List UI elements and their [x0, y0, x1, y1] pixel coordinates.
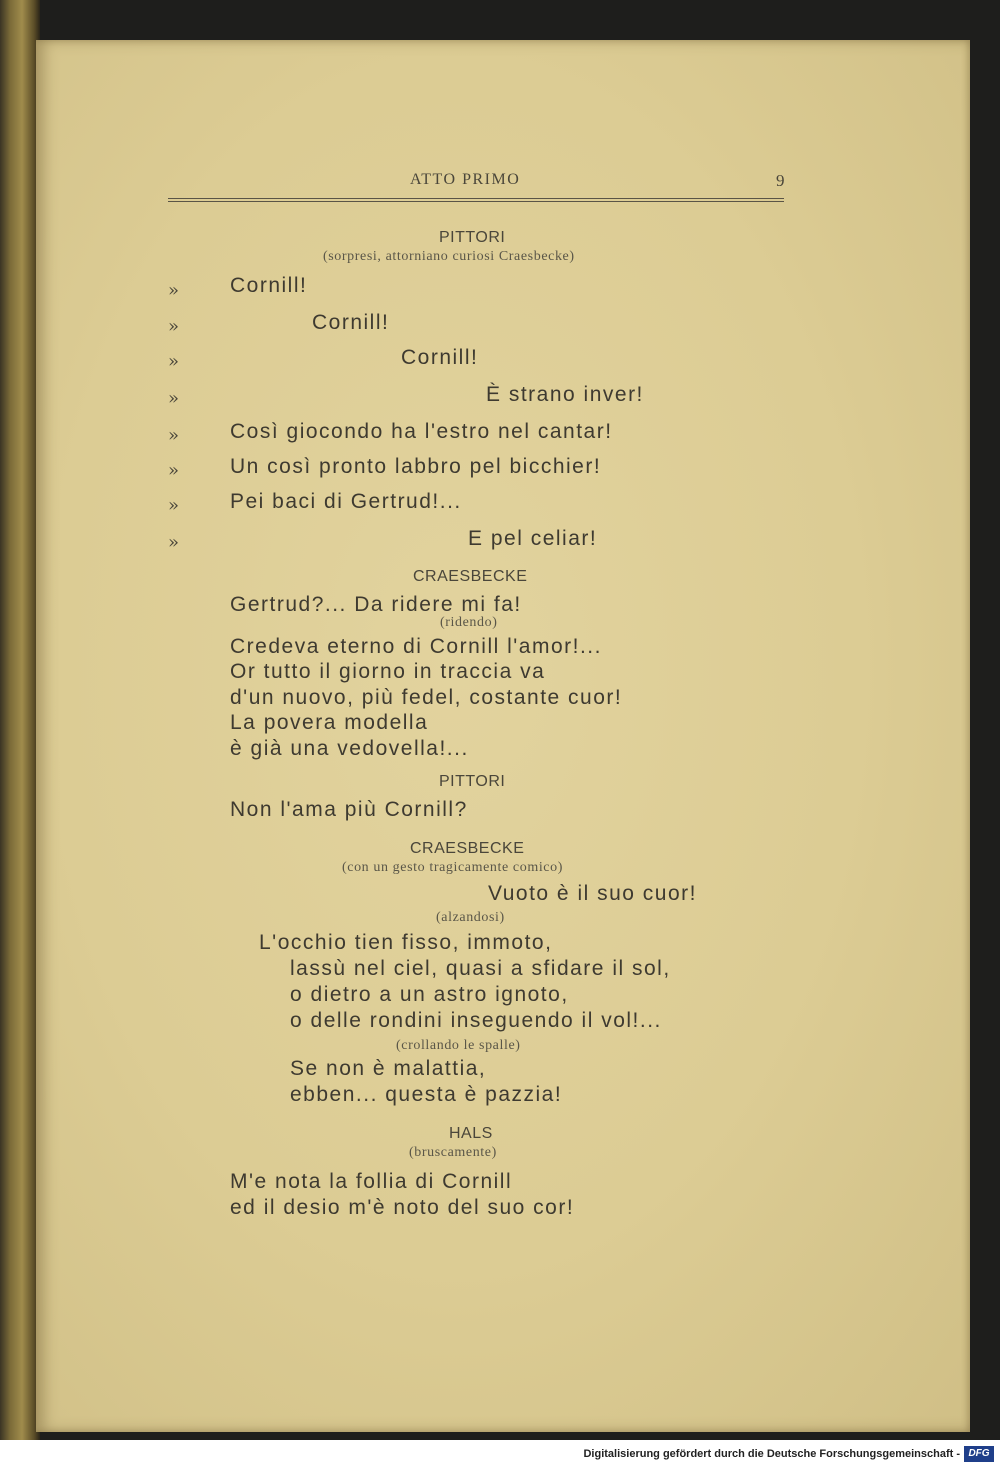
stage-direction: (alzandosi)	[436, 910, 505, 925]
verse-line: ed il desio m'è noto del suo cor!	[230, 1196, 575, 1219]
stage-direction: (crollando le spalle)	[396, 1038, 521, 1053]
verse-line: E pel celiar!	[468, 527, 598, 550]
footer-credit: Digitalisierung gefördert durch die Deutsche Forschungsgemeinschaft -	[583, 1448, 960, 1460]
verse-line: Vuoto è il suo cuor!	[488, 882, 697, 905]
verse-line: ebben... questa è pazzia!	[290, 1083, 563, 1106]
speaker-hals: HALS	[449, 1125, 493, 1142]
stage-direction: (sorpresi, attorniano curiosi Craesbecke)	[323, 249, 575, 264]
verse-line: o delle rondini inseguendo il vol!...	[290, 1009, 662, 1032]
verse-line: è già una vedovella!...	[230, 737, 469, 760]
verse-line: L'occhio tien fisso, immoto,	[259, 931, 553, 954]
verse-line: Non l'ama più Cornill?	[230, 798, 468, 821]
quote-mark: »	[168, 351, 180, 372]
stage-direction: (con un gesto tragicamente comico)	[342, 860, 563, 875]
verse-line: Così giocondo ha l'estro nel cantar!	[230, 420, 613, 443]
verse-line: o dietro a un astro ignoto,	[290, 983, 569, 1006]
verse-line: Un così pronto labbro pel bicchier!	[230, 455, 602, 478]
verse-line: La povera modella	[230, 711, 429, 734]
quote-mark: »	[168, 425, 180, 446]
quote-mark: »	[168, 532, 180, 553]
verse-line: Cornill!	[312, 311, 390, 334]
dfg-logo-icon: DFG	[964, 1446, 994, 1462]
verse-line: lassù nel ciel, quasi a sfidare il sol,	[290, 957, 671, 980]
verse-line: Se non è malattia,	[290, 1057, 487, 1080]
verse-line: È strano inver!	[486, 383, 644, 406]
stage-direction: (bruscamente)	[409, 1145, 497, 1160]
quote-mark: »	[168, 388, 180, 409]
quote-mark: »	[168, 460, 180, 481]
speaker-craesbecke: CRAESBECKE	[410, 840, 525, 857]
speaker-pittori: PITTORI	[439, 773, 506, 790]
verse-line: Cornill!	[230, 274, 308, 297]
quote-mark: »	[168, 280, 180, 301]
stage-direction: (ridendo)	[440, 615, 498, 630]
verse-line: M'e nota la follia di Cornill	[230, 1170, 513, 1193]
verse-line: Cornill!	[401, 346, 479, 369]
header-rule	[168, 198, 784, 202]
verse-line: Gertrud?... Da ridere mi fa!	[230, 593, 522, 616]
quote-mark: »	[168, 495, 180, 516]
quote-mark: »	[168, 316, 180, 337]
speaker-pittori: PITTORI	[439, 229, 506, 246]
verse-line: Credeva eterno di Cornill l'amor!...	[230, 635, 602, 658]
footer-bar	[0, 1440, 1000, 1469]
running-head: ATTO PRIMO	[410, 171, 521, 188]
book-binding	[0, 0, 40, 1440]
page-number: 9	[776, 171, 785, 190]
speaker-craesbecke: CRAESBECKE	[413, 568, 528, 585]
verse-line: d'un nuovo, più fedel, costante cuor!	[230, 686, 623, 709]
verse-line: Pei baci di Gertrud!...	[230, 490, 462, 513]
verse-line: Or tutto il giorno in traccia va	[230, 660, 546, 683]
